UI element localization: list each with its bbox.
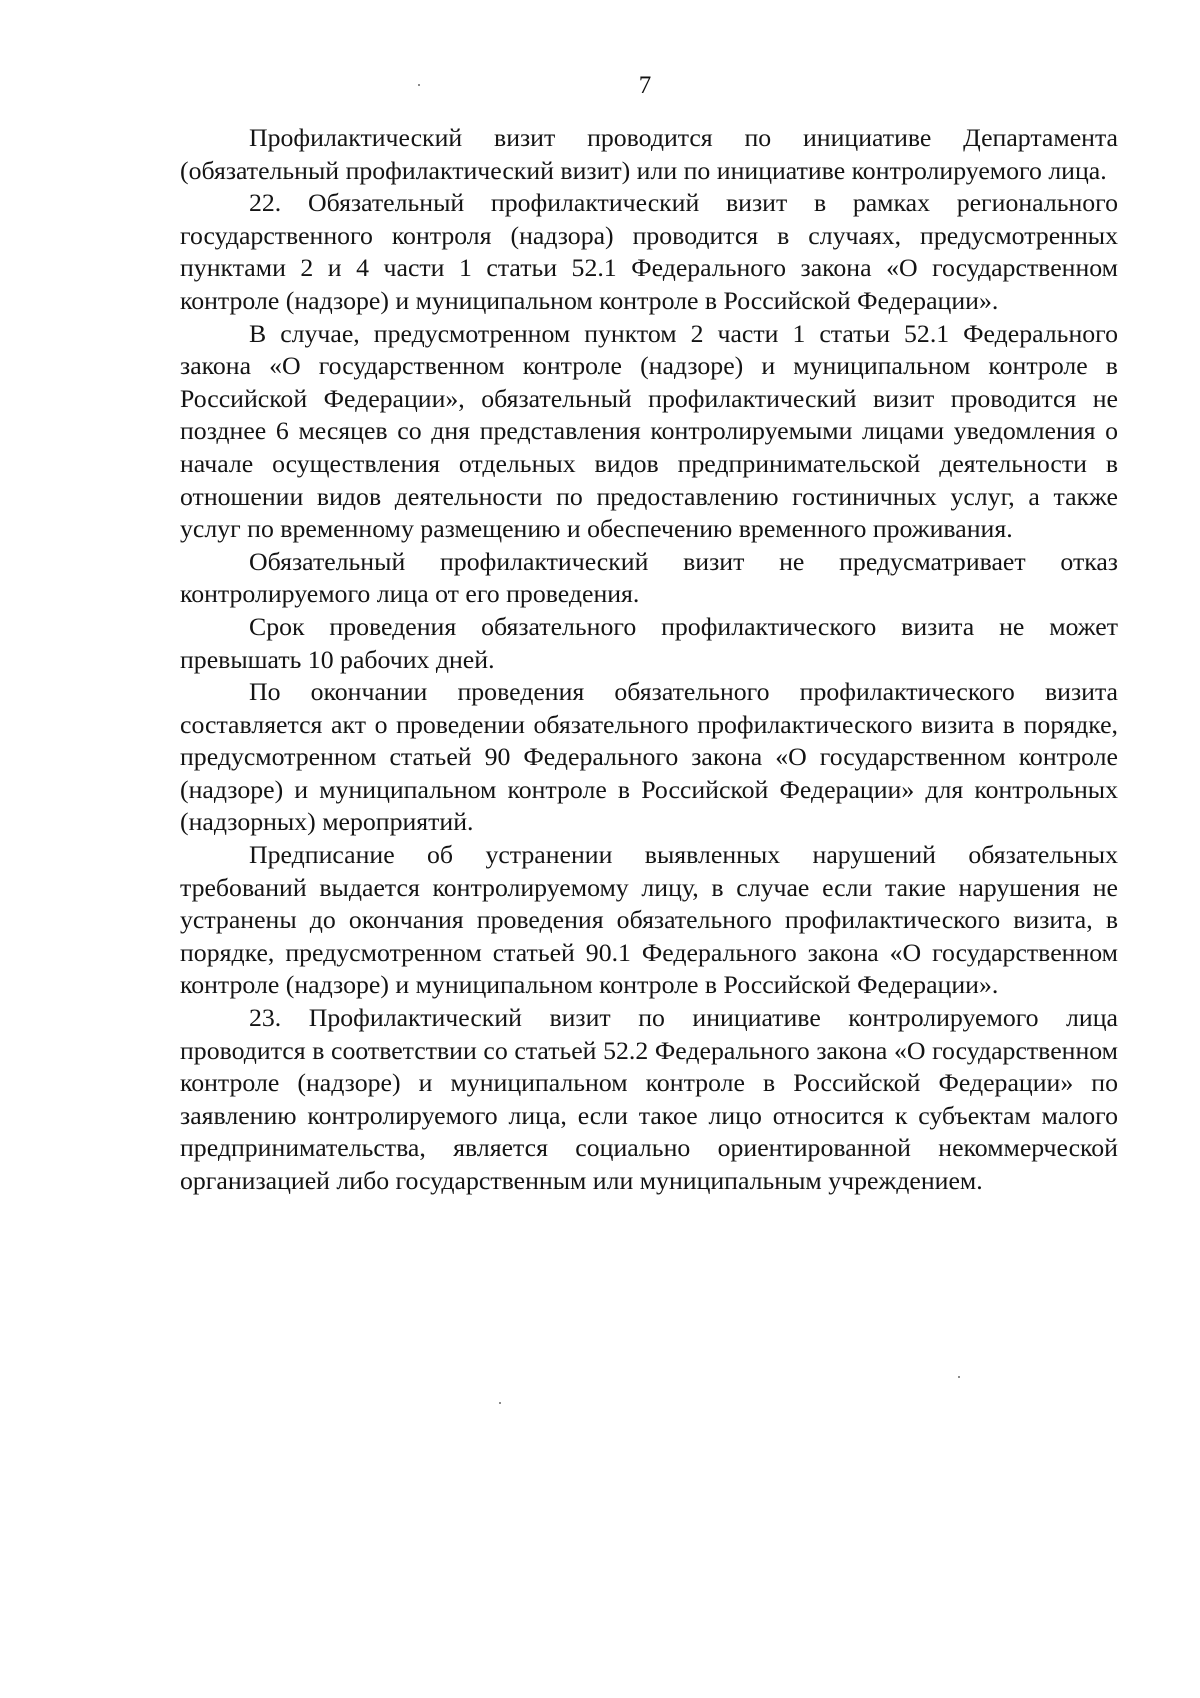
paragraph-visit-duration: Срок проведения обязательного профилактического визита не может превышать 10 рабочих дней. xyxy=(180,611,1118,674)
document-body xyxy=(180,122,1118,1198)
page-number: 7 xyxy=(638,72,652,99)
paragraph-case-point-2: В случае, предусмотренном пунктом 2 части 1 статьи 52.1 Федерального закона «О государственном контроле (надзоре) и муниципальном контроле в Российской Федерации», обязательный профилактический визит проводится не позднее 6 месяцев со дня представления контролируемыми лицами уведомления о начале осуществления отдельных видов предпринимательской деятельности в отношении видов деятельности по предоставлению гостиничных услуг, а также услуг по временному размещению и обеспечению временного проживания. xyxy=(180,318,1118,544)
paragraph-visit-act: По окончании проведения обязательного профилактического визита составляется акт о проведении обязательного профилактического визита в порядке, предусмотренном статьей 90 Федерального закона «О государственном контроле (надзоре) и муниципальном контроле в Российской Федерации» для контрольных (надзорных) мероприятий. xyxy=(180,677,1118,837)
scan-speck xyxy=(958,1376,960,1378)
scan-speck xyxy=(418,84,420,86)
paragraph-prescription: Предписание об устранении выявленных нарушений обязательных требований выдается контролируемому лицу, в случае если такие нарушения не устранены до окончания проведения обязательного профилактического визита, в порядке, предусмотренном статьей 90.1 Федерального закона «О государственном контроле (надзоре) и муниципальном контроле в Российской Федерации». xyxy=(180,840,1118,1000)
paragraph-22-mandatory-visit: 22. Обязательный профилактический визит в рамках регионального государственного контроля (надзора) проводится в случаях, предусмотренных пунктами 2 и 4 части 1 статьи 52.1 Федерального закона «О государственном контроле (надзоре) и муниципальном контроле в Российской Федерации». xyxy=(180,188,1118,315)
paragraph-no-refusal: Обязательный профилактический визит не предусматривает отказ контролируемого лица от его проведения. xyxy=(180,546,1118,609)
paragraph-visit-initiative: Профилактический визит проводится по инициативе Департамента (обязательный профилактический визит) или по инициативе контролируемого лица. xyxy=(180,123,1118,185)
scan-speck xyxy=(499,1402,501,1404)
paragraph-23-controlled-person-visit: 23. Профилактический визит по инициативе контролируемого лица проводится в соответствии со статьей 52.2 Федерального закона «О государственном контроле (надзоре) и муниципальном контроле в Российской Федерации» по заявлению контролируемого лица, если такое лицо относится к субъектам малого предпринимательства, является социально ориентированной некоммерческой организацией либо государственным или муниципальным учреждением. xyxy=(180,1003,1118,1195)
